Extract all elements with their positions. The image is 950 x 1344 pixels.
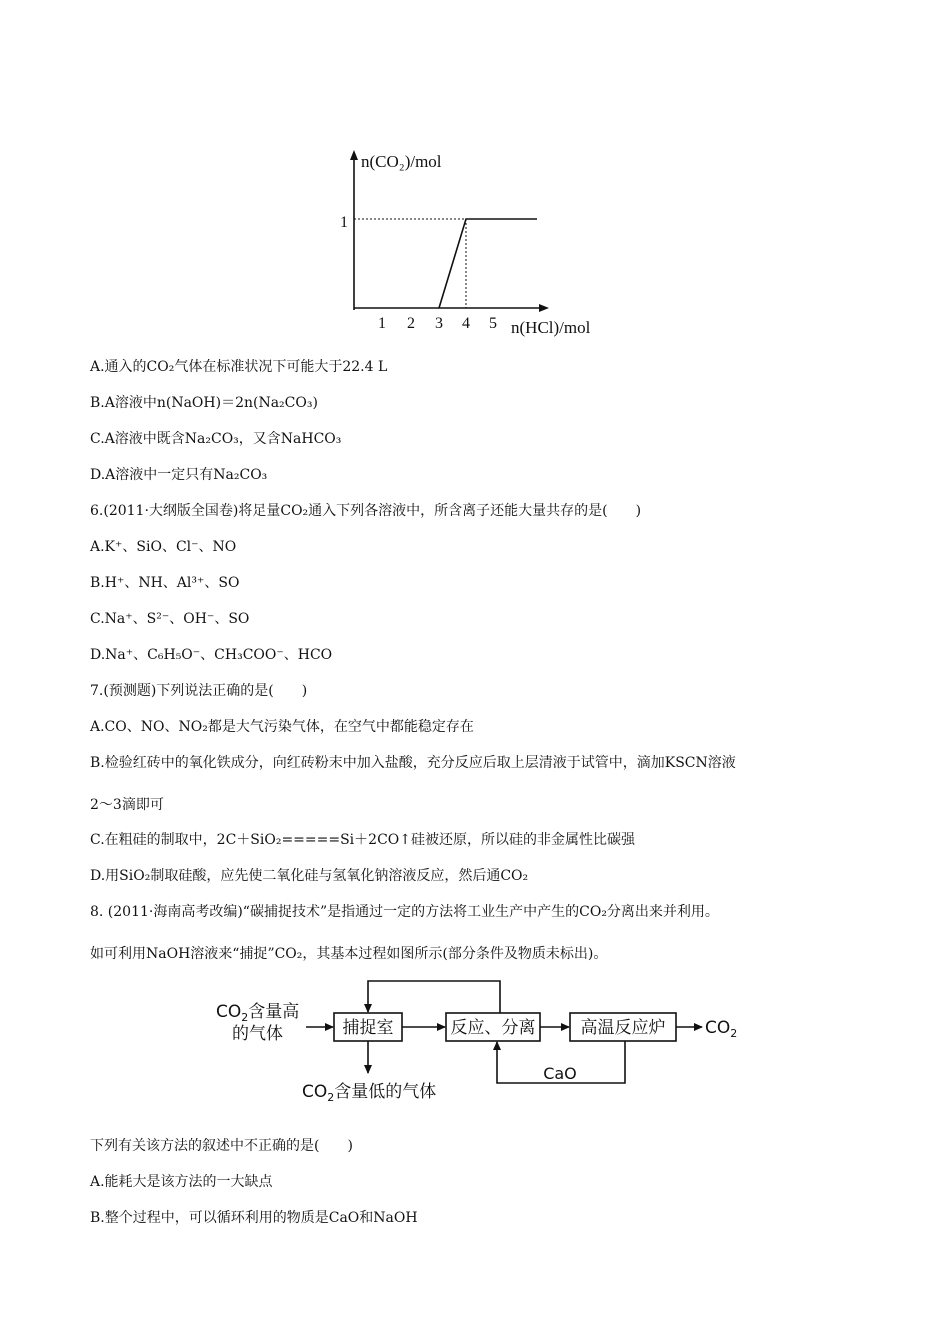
q6-option-d: D.Na⁺、C₆H₅O⁻、CH₃COO⁻、HCO <box>90 647 333 663</box>
q7-option-d: D.用SiO₂制取硅酸，应先使二氧化硅与氢氧化钠溶液反应，然后通CO₂ <box>90 868 529 884</box>
q7-stem: 7.(预测题)下列说法正确的是( ) <box>90 683 308 699</box>
q5-option-b: B.A溶液中n(NaOH)＝2n(Na₂CO₃) <box>90 395 318 411</box>
x-tick-4: 4 <box>462 315 470 332</box>
q7-option-c: C.在粗硅的制取中，2C＋SiO₂=====Si＋2CO↑硅被还原，所以硅的非金属性比碳强 <box>90 832 635 848</box>
y-axis-arrow <box>350 150 358 160</box>
low-co2-gas-label: $CO_2$含量低的气体 <box>302 1082 437 1104</box>
input-gas-label-line2: 的气体 <box>232 1024 283 1044</box>
x-axis-arrow <box>539 304 549 312</box>
furnace-label: 高温反应炉 <box>580 1018 666 1038</box>
q6-option-c: C.Na⁺、S²⁻、OH⁻、SO <box>90 611 250 627</box>
q5-option-d: D.A溶液中一定只有Na₂CO₃ <box>90 467 268 483</box>
y-axis-label: n(CO₂)/mol <box>361 152 442 171</box>
output-co2-label: $CO_2$ <box>705 1018 738 1040</box>
q5-option-c: C.A溶液中既含Na₂CO₃，又含NaHCO₃ <box>90 431 342 447</box>
q8-stem-line1: 8. (2011·海南高考改编)“碳捕捉技术”是指通过一定的方法将工业生产中产生的CO₂分离出来并利用。 <box>90 904 719 920</box>
q6-stem: 6.(2011·大纲版全国卷)将足量CO₂通入下列各溶液中，所含离子还能大量共存的是( ) <box>90 503 642 519</box>
cao-label: CaO <box>543 1064 577 1083</box>
x-tick-3: 3 <box>435 315 443 332</box>
q8-question: 下列有关该方法的叙述中不正确的是( ) <box>90 1138 353 1154</box>
q7-option-a: A.CO、NO、NO₂都是大气污染气体，在空气中都能稳定存在 <box>90 719 474 735</box>
x-tick-2: 2 <box>407 315 415 332</box>
data-line <box>439 219 537 308</box>
recycle-loop-top <box>368 981 500 1013</box>
x-tick-1: 1 <box>378 315 386 332</box>
q8-option-a: A.能耗大是该方法的一大缺点 <box>90 1174 273 1190</box>
q8-stem-line2: 如可利用NaOH溶液来“捕捉”CO₂，其基本过程如图所示(部分条件及物质未标出)。 <box>90 946 608 962</box>
input-gas-label: $CO_2$含量高 <box>216 1002 300 1024</box>
x-axis-label: n(HCl)/mol <box>511 318 591 337</box>
q7-option-b-line2: 2～3滴即可 <box>90 797 164 813</box>
q5-option-a: A.通入的CO₂气体在标准状况下可能大于22.4 L <box>90 359 388 375</box>
q6-option-b: B.H⁺、NH、Al³⁺、SO <box>90 575 240 591</box>
q8-option-b: B.整个过程中，可以循环利用的物质是CaO和NaOH <box>90 1210 418 1226</box>
co2-hcl-graph <box>335 140 615 345</box>
capture-chamber-label: 捕捉室 <box>342 1018 394 1038</box>
x-tick-5: 5 <box>489 315 497 332</box>
q7-option-b-line1: B.检验红砖中的氧化铁成分，向红砖粉末中加入盐酸，充分反应后取上层清液于试管中，滴加KSCN溶液 <box>90 755 736 771</box>
y-tick-1: 1 <box>340 214 348 231</box>
reaction-separation-label: 反应、分离 <box>450 1018 536 1038</box>
carbon-capture-flowchart <box>210 975 740 1110</box>
q6-option-a: A.K⁺、SiO、Cl⁻、NO <box>90 539 237 555</box>
